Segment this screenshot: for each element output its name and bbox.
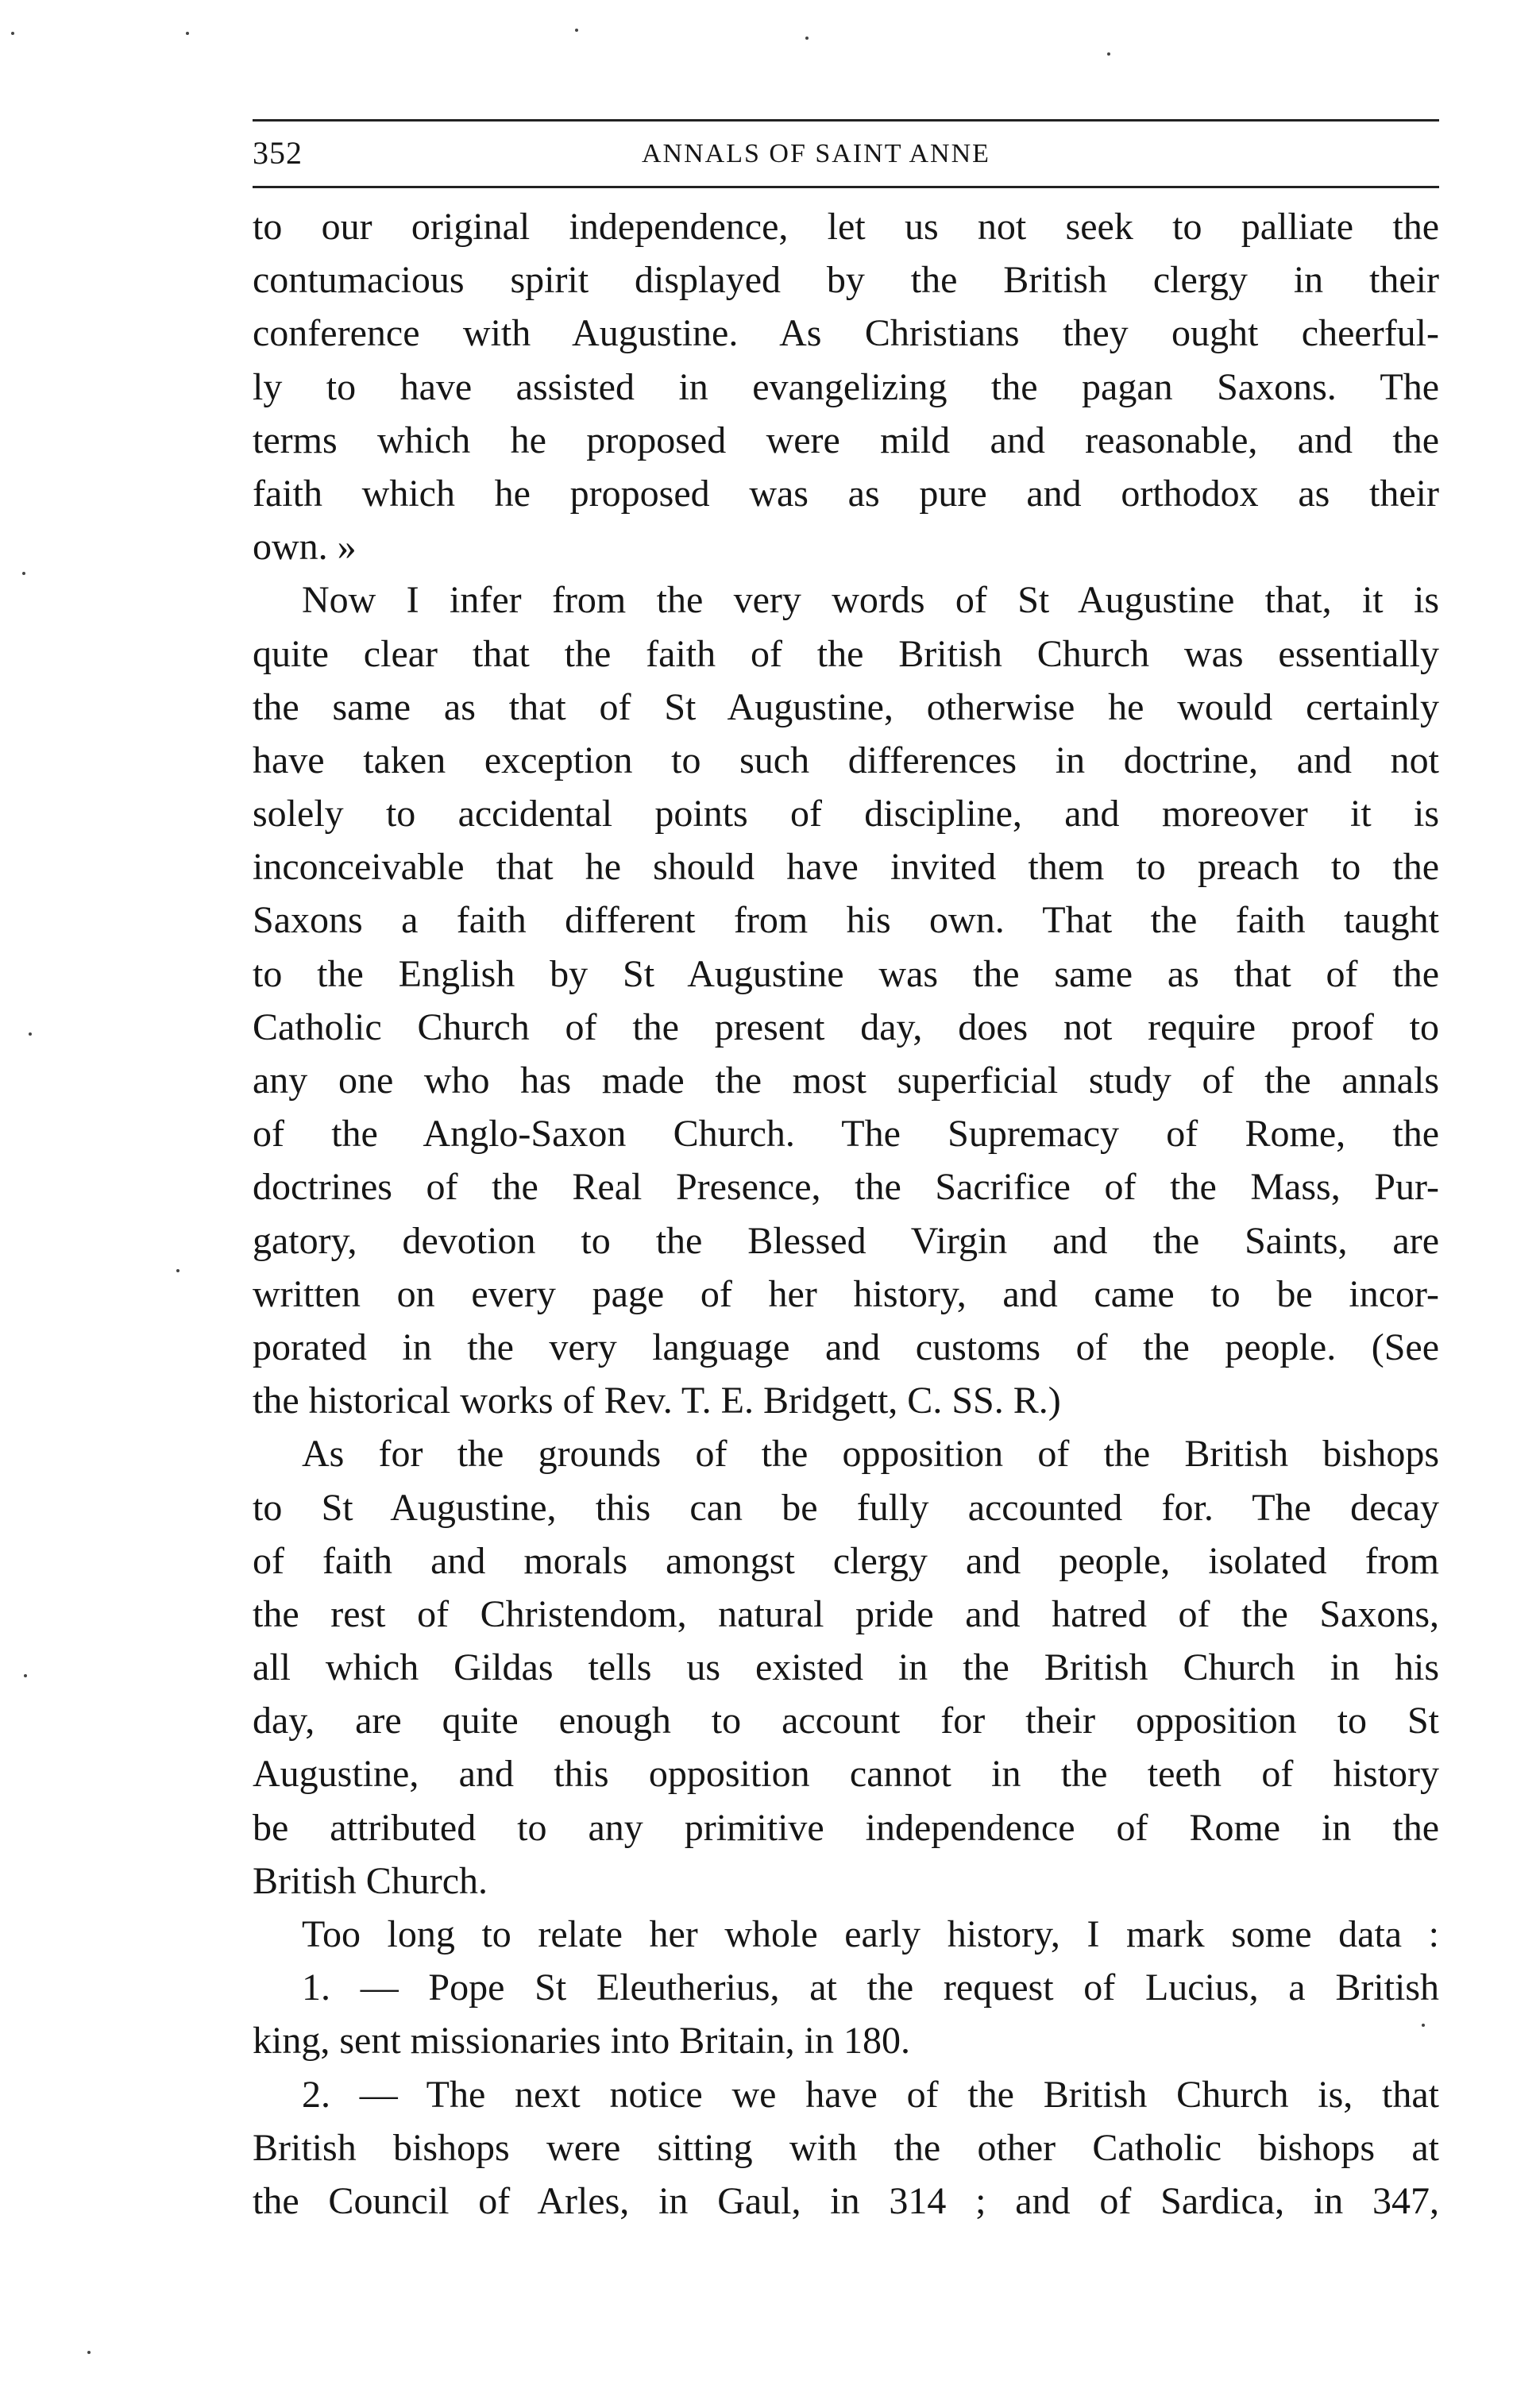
text-line: British bishops were sitting with the other Catholic bishops at (253, 2126, 1439, 2169)
scan-speck (24, 1674, 27, 1677)
text-line: to the English by St Augustine was the same as that of the (253, 952, 1439, 995)
header-rule-bottom (253, 186, 1439, 188)
text-line: own. » (253, 526, 357, 569)
text-line: of faith and morals amongst clergy and people, isolated from (253, 1539, 1439, 1582)
text-line: the same as that of St Augustine, otherwise he would certainly (253, 685, 1439, 728)
text-line: Saxons a faith different from his own. That the faith taught (253, 899, 1439, 942)
text-line: conference with Augustine. As Christians they ought cheerful- (253, 312, 1439, 355)
scan-speck (29, 1032, 32, 1036)
text-line: 1. — Pope St Eleutherius, at the request of Lucius, a British (302, 1966, 1439, 2009)
scan-speck (176, 1269, 179, 1272)
text-line: the rest of Christendom, natural pride and hatred of the Saxons, (253, 1592, 1439, 1635)
scan-speck (22, 572, 25, 575)
text-line: ly to have assisted in evangelizing the pagan Saxons. The (253, 365, 1439, 408)
text-line: to St Augustine, this can be fully accounted for. The decay (253, 1486, 1439, 1529)
text-line: the Council of Arles, in Gaul, in 314 ; and of Sardica, in 347, (253, 2179, 1439, 2222)
text-line: Augustine, and this opposition cannot in the teeth of history (253, 1753, 1439, 1796)
scan-speck (1422, 2024, 1425, 2027)
text-line: any one who has made the most superficial study of the annals (253, 1059, 1439, 1102)
text-line: the historical works of Rev. T. E. Bridgett, C. SS. R.) (253, 1380, 1061, 1422)
text-line: gatory, devotion to the Blessed Virgin and the Saints, are (253, 1219, 1439, 1262)
running-title: ANNALS OF SAINT ANNE (642, 139, 990, 168)
text-line: porated in the very language and customs of the people. (See (253, 1326, 1439, 1368)
header-rule-top (253, 119, 1439, 122)
text-line: be attributed to any primitive independence of Rome in the (253, 1806, 1439, 1849)
scan-speck (11, 32, 14, 35)
text-line: king, sent missionaries into Britain, in 180. (253, 2020, 910, 2063)
page-number: 352 (253, 135, 303, 171)
body-text (253, 200, 1439, 2228)
scan-speck (805, 37, 809, 40)
text-line: solely to accidental points of discipline, and moreover it is (253, 793, 1439, 835)
text-line: all which Gildas tells us existed in the British Church in his (253, 1646, 1439, 1689)
scan-speck (186, 32, 189, 35)
text-line: As for the grounds of the opposition of the British bishops (302, 1433, 1439, 1476)
text-line: terms which he proposed were mild and reasonable, and the (253, 419, 1439, 461)
text-line: inconceivable that he should have invited them to preach to the (253, 846, 1439, 889)
text-line: contumacious spirit displayed by the British clergy in their (253, 259, 1439, 302)
text-line: Now I infer from the very words of St Augustine that, it is (302, 579, 1439, 622)
running-head (253, 133, 1439, 173)
text-line: Catholic Church of the present day, does not require proof to (253, 1005, 1439, 1048)
text-line: 2. — The next notice we have of the British Church is, that (302, 2073, 1439, 2116)
text-line: British Church. (253, 1859, 488, 1902)
text-line: written on every page of her history, and came to be incor- (253, 1272, 1439, 1315)
text-line: Too long to relate her whole early history, I mark some data : (302, 1913, 1439, 1955)
scan-speck (87, 2351, 91, 2354)
text-line: to our original independence, let us not seek to palliate the (253, 206, 1439, 248)
scan-speck (1107, 52, 1110, 56)
text-line: faith which he proposed was as pure and orthodox as their (253, 472, 1439, 515)
text-line: day, are quite enough to account for their opposition to St (253, 1700, 1439, 1742)
text-line: doctrines of the Real Presence, the Sacrifice of the Mass, Pur- (253, 1166, 1439, 1209)
text-line: have taken exception to such differences in doctrine, and not (253, 739, 1439, 781)
scan-speck (575, 29, 578, 32)
text-line: quite clear that the faith of the British Church was essentially (253, 632, 1439, 675)
text-line: of the Anglo-Saxon Church. The Supremacy of Rome, the (253, 1113, 1439, 1156)
